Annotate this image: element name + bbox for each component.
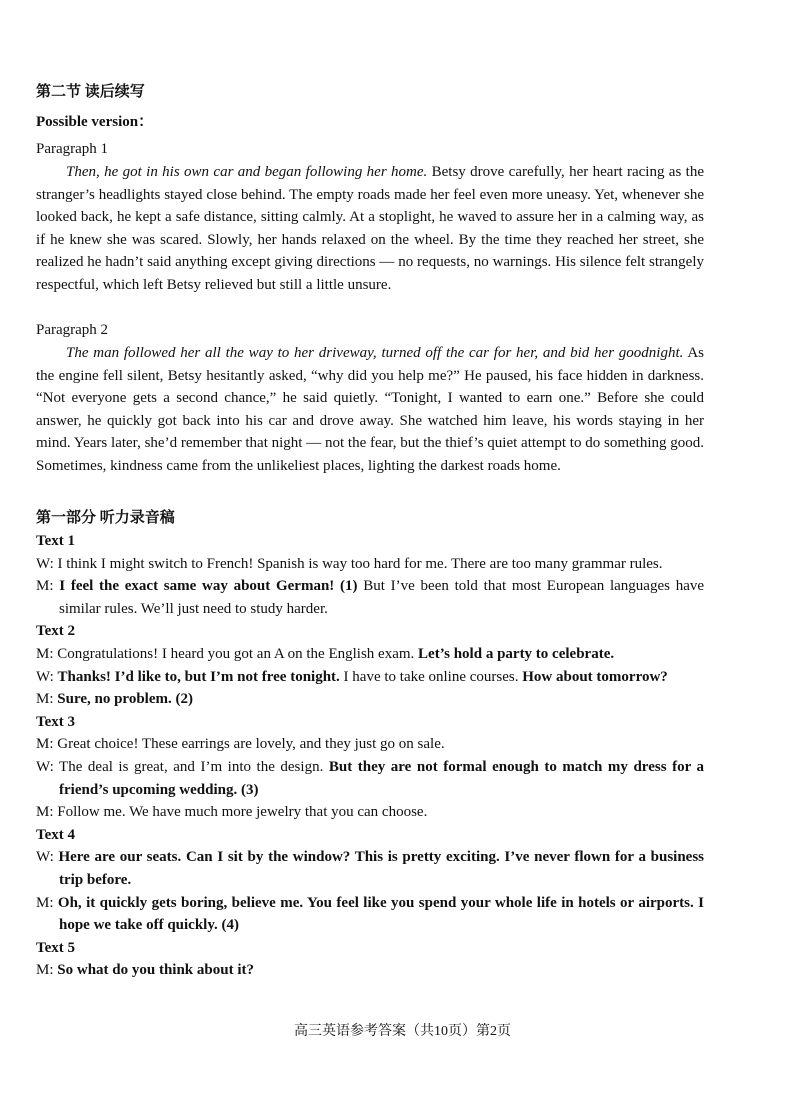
paragraph2-text	[36, 342, 704, 478]
text4-label: Text 4	[36, 826, 76, 843]
text4-woman-line	[36, 846, 704, 891]
paragraph1-lead: Then, he got in his own car and began following her home.	[66, 164, 428, 180]
text1-label: Text 1	[36, 533, 76, 549]
text3-label: Text 3	[36, 713, 76, 730]
text2-woman-line	[36, 666, 704, 689]
key-sentence: So what do you think about it?	[57, 962, 254, 979]
paragraph1-body: Betsy drove carefully, her heart racing as the stranger’s headlights stayed close behind. The empty roads made her feel even more uneasy. Yet, whenever she looked back, he kept a safe distance, sitting calmly. At a stoplight, he waved to assure her in a calming way, as if he knew she was scared. Slowly, her hands relaxed on the wheel. By the time they reached her street, she realized he hadn’t said anything except giving directions — no requests, no warnings. His silence felt strangely respectful, which left Betsy relieved but still a little unsure.	[36, 164, 704, 293]
key-sentence: How about tomorrow?	[522, 668, 668, 685]
text5-man-line	[36, 959, 704, 982]
paragraph1-text	[36, 161, 704, 297]
text2-man-line2	[36, 688, 704, 711]
key-sentence: Sure, no problem. (2)	[57, 691, 193, 708]
paragraph2-body: As the engine fell silent, Betsy hesitantly asked, “why did you help me?” He paused, his face hidden in darkness. “Not everyone gets a second chance,” he said quietly. “Tonight, I wanted to earn one.” Before she could answer, he quickly got back into his car and drove away. She watched him leave, his words staying in her mind. Years later, she’d remember that night — not the fear, but the thief’s quiet attempt to do something good. Sometimes, kindness came from the unlikeliest places, lighting the darkest roads home.	[36, 345, 704, 474]
key-sentence: Here are our seats. Can I sit by the window? This is pretty exciting. I’ve never flown for a business trip before.	[58, 849, 704, 888]
key-sentence: But they are not formal enough to match my dress for a friend’s upcoming wedding. (3)	[59, 758, 705, 798]
possible-version-label: Possible version：	[36, 114, 154, 130]
paragraph1-label: Paragraph 1	[36, 141, 109, 157]
line-start: M: Congratulations! I heard you got an A on the English exam.	[36, 645, 419, 662]
speaker-prefix: W:	[36, 849, 59, 866]
text3-woman-line	[36, 756, 704, 801]
speaker-prefix: W:	[36, 668, 58, 685]
paragraph2-lead: The man followed her all the way to her driveway, turned off the car for her, and bid her goodnight.	[66, 345, 684, 361]
paragraph2-label: Paragraph 2	[36, 322, 109, 338]
line-middle: I have to take online courses.	[339, 668, 523, 685]
key-sentence: Oh, it quickly gets boring, believe me. You feel like you spend your whole life in hotels or airports. I hope we take off quickly. (4)	[57, 894, 704, 934]
line-rest: But I’ve been told that most European languages have similar rules. We’ll just need to study harder.	[59, 578, 705, 617]
text5-label: Text 5	[36, 939, 76, 956]
listening-heading: 第一部分 听力录音稿	[36, 510, 175, 526]
text2-man-line1	[36, 643, 704, 666]
line-start: W: The deal is great, and I’m into the design.	[36, 758, 329, 775]
text4-man-line	[36, 892, 704, 937]
key-sentence: Thanks! I’d like to, but I’m not free tonight.	[57, 668, 340, 685]
page-footer: 高三英语参考答案（共10页）第2页	[294, 1024, 511, 1039]
text1-man-line	[36, 575, 704, 620]
text1-woman-line: W: I think I might switch to French! Spanish is way too hard for me. There are too many grammar rules.	[36, 555, 663, 572]
listening-transcript	[36, 530, 704, 982]
text3-man-line1: M: Great choice! These earrings are lovely, and they just go on sale.	[36, 736, 445, 753]
key-sentence: I feel the exact same way about German! (1)	[59, 578, 358, 595]
speaker-prefix: M:	[36, 691, 58, 708]
speaker-prefix: M:	[36, 894, 58, 911]
section2-heading: 第二节 读后续写	[36, 84, 145, 100]
text3-man-line2: M: Follow me. We have much more jewelry that you can choose.	[36, 804, 428, 821]
text2-label: Text 2	[36, 623, 76, 640]
speaker-prefix: M:	[36, 578, 60, 595]
speaker-prefix: M:	[36, 962, 58, 979]
key-sentence: Let’s hold a party to celebrate.	[418, 645, 615, 662]
